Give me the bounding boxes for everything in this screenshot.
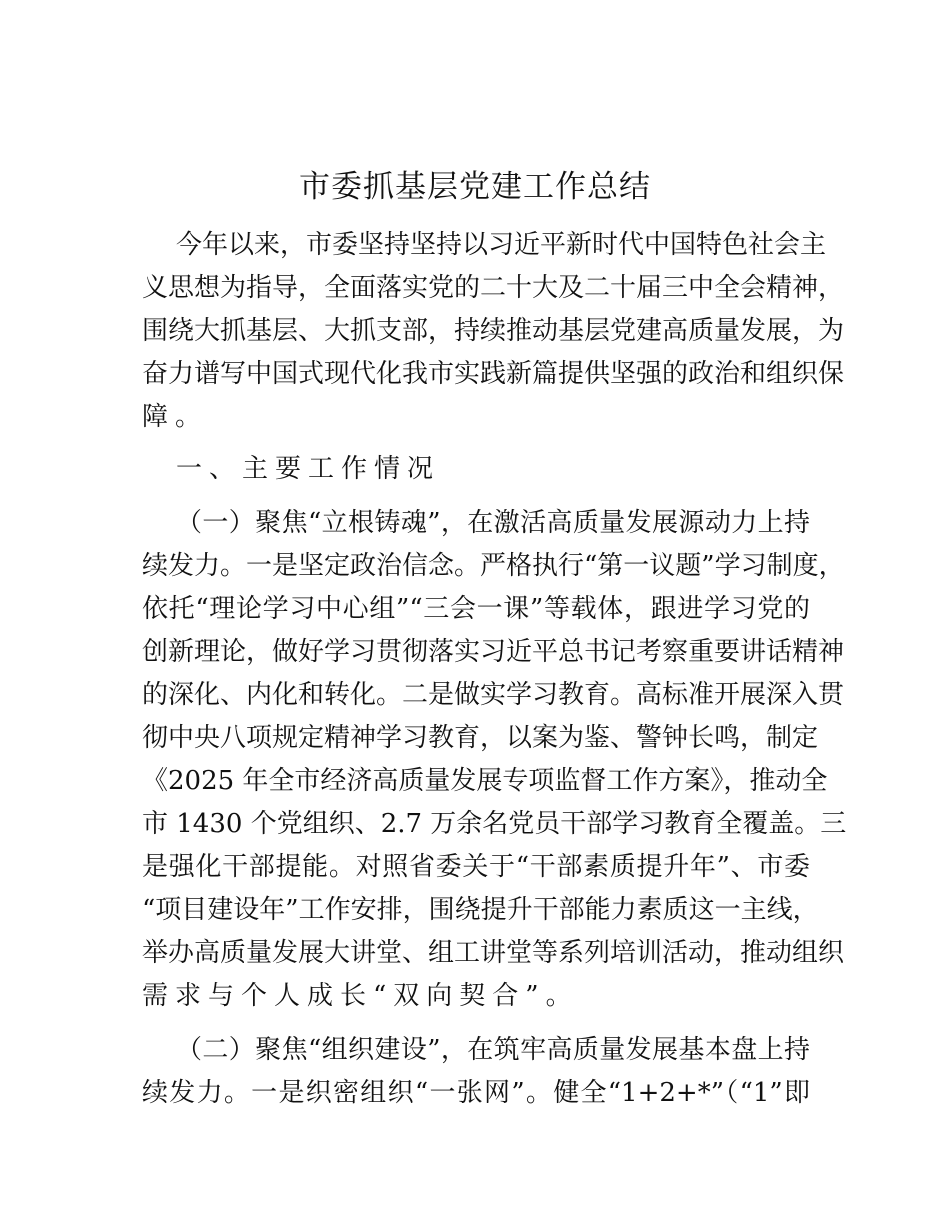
text-line: 彻中央八项规定精神学习教育，以案为鉴、警钟长鸣，制定 bbox=[142, 723, 819, 753]
text-line: “项目建设年”工作安排，围绕提升干部能力素质这一主线， bbox=[142, 895, 819, 925]
text-line: 续发力。一是坚定政治信念。严格执行“第一议题”学习制度， bbox=[142, 551, 845, 581]
text-line: 市 1430 个党组织、2.7 万余名党员干部学习教育全覆盖。三 bbox=[142, 809, 847, 839]
text-line: 需求与个人成长“双向契合”。 bbox=[142, 981, 579, 1011]
text-line: 依托“理论学习中心组”“三会一课”等载体，跟进学习党的 bbox=[142, 594, 810, 624]
text-line: 续发力。一是织密组织“一张网”。健全“1+2+*”（“1”即 bbox=[142, 1078, 810, 1108]
text-line: 今年以来，市委坚持坚持以习近平新时代中国特色社会主 bbox=[176, 230, 827, 260]
text-line: 创新理论，做好学习贯彻落实习近平总书记考察重要讲话精神 bbox=[142, 637, 845, 667]
text-line: （一）聚焦“立根铸魂”，在激活高质量发展源动力上持 bbox=[176, 508, 810, 538]
text-line: （二）聚焦“组织建设”，在筑牢高质量发展基本盘上持 bbox=[176, 1035, 810, 1065]
text-line: 奋力谱写中国式现代化我市实践新篇提供坚强的政治和组织保 bbox=[142, 359, 845, 389]
text-line: 义思想为指导，全面落实党的二十大及二十届三中全会精神， bbox=[142, 273, 845, 303]
section-heading: 一、主要工作情况 bbox=[176, 454, 441, 484]
text-line: 的深化、内化和转化。二是做实学习教育。高标准开展深入贯 bbox=[142, 680, 845, 710]
text-line: 障。 bbox=[142, 402, 209, 432]
text-line: 举办高质量发展大讲堂、组工讲堂等系列培训活动，推动组织 bbox=[142, 938, 845, 968]
text-line: 围绕大抓基层、大抓支部，持续推动基层党建高质量发展，为 bbox=[142, 316, 845, 346]
document-title: 市委抓基层党建工作总结 bbox=[299, 169, 651, 205]
text-line: 是强化干部提能。对照省委关于“干部素质提升年”、市委 bbox=[142, 852, 810, 882]
text-line: 《2025 年全市经济高质量发展专项监督工作方案》，推动全 bbox=[142, 766, 828, 796]
